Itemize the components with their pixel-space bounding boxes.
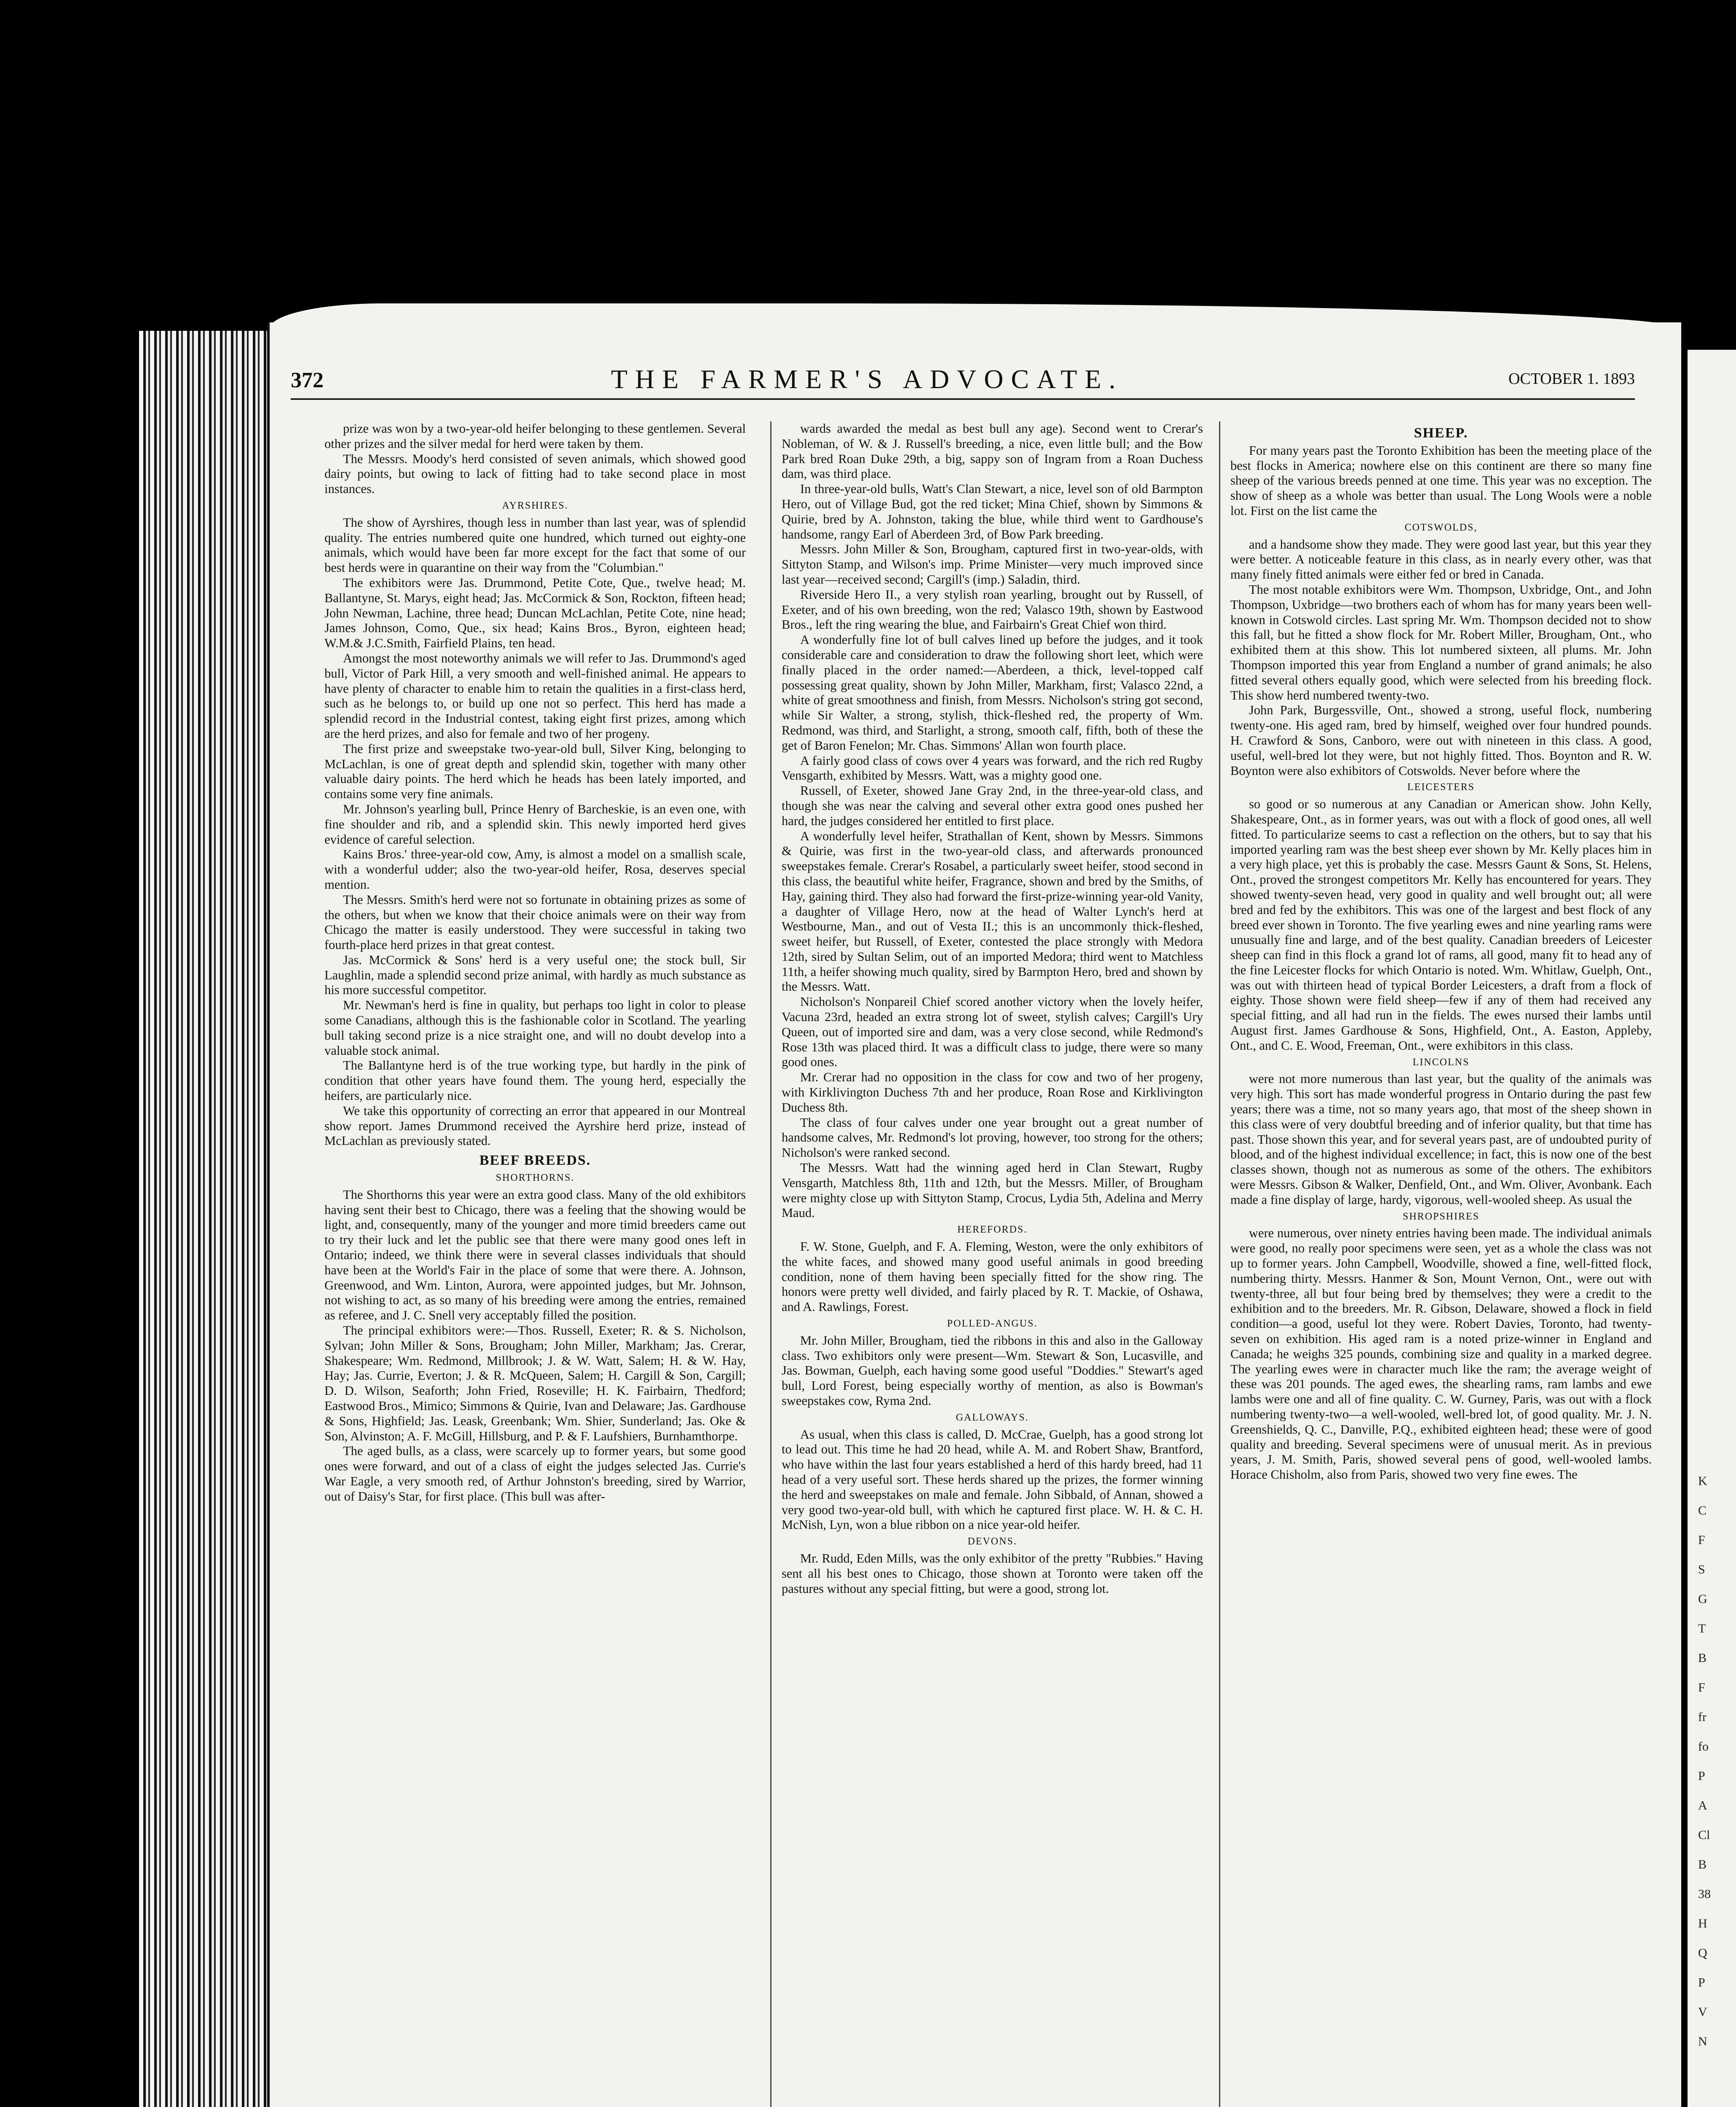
- fragment-letter: G: [1698, 1592, 1707, 1606]
- column-3: [1230, 421, 1652, 2107]
- header-rule: [291, 398, 1635, 400]
- section-heading: LEICESTERS: [1407, 782, 1475, 793]
- section-heading: AYRSHIRES.: [502, 500, 568, 511]
- book-page-edges: [139, 331, 278, 2107]
- section-heading: BEEF BREEDS.: [479, 1153, 591, 1169]
- paragraph: A wonderfully fine lot of bull calves lined up before the judges, and it took considerable care and consideration to draw the following short leet, which were finally placed in the order named:—Aberdeen, a thick, level-topped calf possessing great quality, shown by John Miller, Markham, first; Valasco 22nd, a white of great smoothness and finish, from Messrs. Nicholson's string got second, while Sir Walter, a strong, stylish, thick-fleshed red, the property of Wm. Redmond, was third, and Starlight, a strong, smooth calf, fifth, both of these the get of Baron Fenelon; Mr. Chas. Simmons' Allan won fourth place.: [782, 633, 1203, 753]
- fragment-letter: C: [1698, 1504, 1707, 1517]
- masthead: THE FARMER'S ADVOCATE.: [611, 364, 1123, 394]
- paragraph: Russell, of Exeter, showed Jane Gray 2nd, in the three-year-old class, and though she was near the calving and several other extra good ones pushed her hard, the judges considered her entitled to first place.: [782, 783, 1203, 828]
- fragment-letter: fr: [1698, 1710, 1707, 1724]
- paragraph: Jas. McCormick & Sons' herd is a very useful one; the stock bull, Sir Laughlin, made a splendid second prize animal, with hardly as much substance as his more successful competitor.: [324, 952, 746, 997]
- paragraph: The Messrs. Smith's herd were not so fortunate in obtaining prizes as some of the others, but when we know that their choice animals were on their way from Chicago the matter is easily understood. They were successful in taking two fourth-place herd prizes in that great contest.: [324, 892, 746, 952]
- paragraph: For many years past the Toronto Exhibition has been the meeting place of the best flocks in America; nowhere else on this continent are there so many fine sheep of the various breeds penned at one time. This year was no exception. The show of sheep as a whole was better than usual. The Long Wools were a noble lot. First on the list came the: [1230, 443, 1652, 518]
- fragment-letter: Cl: [1698, 1828, 1710, 1842]
- paragraph: The Messrs. Moody's herd consisted of seven animals, which showed good dairy points, but owing to lack of fitting had to take second place in most instances.: [324, 451, 746, 496]
- issue-date: OCTOBER 1. 1893: [1508, 370, 1635, 388]
- paragraph: A fairly good class of cows over 4 years was forward, and the rich red Rugby Vensgarth, exhibited by Messrs. Watt, was a mighty good one.: [782, 753, 1203, 783]
- section-heading: COTSWOLDS,: [1404, 522, 1478, 533]
- paragraph: were numerous, over ninety entries having been made. The individual animals were good, no really poor specimens were seen, yet as a whole the class was not up to former years. John Campbell, Woodville, showed a fine, well-fitted flock, numbering thirty. Messrs. Hanmer & Son, Mount Vernon, Ont., were out with twenty-three, all but four being bred by themselves; they were a credit to the exhibition and to the breeders. Mr. R. Gibson, Delaware, showed a flock in field condition—a good, useful lot they were. Robert Davies, Toronto, had twenty-seven on exhibition. His aged ram is a noted prize-winner in England and Canada; he weighs 325 pounds, combining size and quality in a marked degree. The yearling ewes were in character much like the ram; the average weight of these was 201 pounds. The aged ewes, the shearling rams, ram lambs and ewe lambs were one and all of fine quality. C. W. Gurney, Paris, was out with a flock numbering twenty-two—a well-wooled, well-bred lot, of good quality. Mr. J. N. Greenshields, Q. C., Danville, P.Q., exhibited eighteen head; these were of good quality and breeding. Several specimens were of unusual merit. As in previous years, J. M. Smith, Paris, showed several pens of good, well-wooled lambs. Horace Chisholm, also from Paris, showed two very fine ewes. The: [1230, 1226, 1652, 1482]
- section-heading: POLLED-ANGUS.: [947, 1318, 1038, 1330]
- section-heading: SHEEP.: [1414, 425, 1468, 441]
- column-2: [782, 421, 1203, 2107]
- fragment-letter: T: [1698, 1622, 1706, 1635]
- paragraph: We take this opportunity of correcting an error that appeared in our Montreal show report. James Drummond received the Ayrshire herd prize, instead of McLachlan as previously stated.: [324, 1103, 746, 1148]
- paragraph: The principal exhibitors were:—Thos. Russell, Exeter; R. & S. Nicholson, Sylvan; John Miller & Sons, Brougham; John Miller, Markham; Jas. Crerar, Shakespeare; Wm. Redmond, Millbrook; J. & W. Watt, Salem; H. & W. Hay, Hay; Jas. Currie, Everton; J. & R. McQueen, Salem; H. Cargill & Son, Cargill; D. D. Wilson, Seaforth; John Fried, Roseville; H. K. Fairbairn, Thedford; Eastwood Bros., Mimico; Simmons & Quirie, Ivan and Delaware; Jas. Gardhouse & Sons, Highfield; Jas. Leask, Greenbank; Wm. Shier, Sunderland; Jas. Oke & Son, Alvinston; A. F. McGill, Hillsburg, and P. & F. Laufshiers, Burnhamthorpe.: [324, 1323, 746, 1443]
- paragraph: As usual, when this class is called, D. McCrae, Guelph, has a good strong lot to lead out. This time he had 20 head, while A. M. and Robert Shaw, Brantford, who have within the last four years established a herd of this hardy breed, had 11 head of a very useful sort. These herds shared up the prizes, the former winning the herd and sweepstakes on male and female. John Sibbald, of Annan, showed a very good two-year-old bull, with which he captured first place. W. H. & C. H. McNish, Lyn, won a blue ribbon on a nice year-old heifer.: [782, 1427, 1203, 1532]
- paragraph: wards awarded the medal as best bull any age). Second went to Crerar's Nobleman, of W. & J. Russell's breeding, a nice, even little bull; and the Bow Park bred Roan Duke 29th, a big, sappy son of Ingram from a Roan Duchess dam, was third place.: [782, 421, 1203, 481]
- paragraph: Messrs. John Miller & Son, Brougham, captured first in two-year-olds, with Sittyton Stamp, and Wilson's imp. Prime Minister—very much improved since last year—received second; Cargill's (imp.) Saladin, third.: [782, 542, 1203, 587]
- paragraph: F. W. Stone, Guelph, and F. A. Fleming, Weston, were the only exhibitors of the white faces, and showed many good useful animals in good breeding condition, none of them having been specially fitted for the show ring. The honors were pretty well divided, and fairly placed by R. T. Mackie, of Oshawa, and A. Rawlings, Forest.: [782, 1239, 1203, 1314]
- paragraph: A wonderfully level heifer, Strathallan of Kent, shown by Messrs. Simmons & Quirie, was first in the two-year-old class, and afterwards pronounced sweepstakes female. Crerar's Rosabel, a particularly sweet heifer, stood second in this class, the beautiful white heifer, Fragrance, shown and bred by the Smiths, of Hay, gaining third. They also had forward the first-prize-winning year-old Vanity, a daughter of Village Hero, now at the head of Walter Lynch's herd at Westbourne, Man., and out of Vesta II.; this is an uncommonly thick-fleshed, sweet heifer, but Russell, of Exeter, contested the place strongly with Medora 12th, sired by Sultan Selim, out of an imported Medora; third went to Matchless 11th, a heifer showing much quality, sired by Barmpton Hero, bred and shown by the Messrs. Watt.: [782, 828, 1203, 994]
- section-heading: GALLOWAYS.: [956, 1412, 1029, 1423]
- fragment-letter: N: [1698, 2035, 1707, 2048]
- paragraph: were not more numerous than last year, but the quality of the animals was very high. This sort has made wonderful progress in Ontario during the past few years; there was a time, not so many years ago, that most of the sheep shown in this class were of very doubtful breeding and of inferior quality, but that time has past. Those shown this year, and for several years past, are of undoubted purity of blood, and of the highest individual excellence; in fact, this is now one of the best classes shown, though not as numerous as some of the others. The exhibitors were Messrs. Gibson & Walker, Denfield, Ont., and Wm. Oliver, Avonbank. Each made a fine display of large, hardy, vigorous, well-wooled sheep. As usual the: [1230, 1072, 1652, 1207]
- paragraph: Kains Bros.' three-year-old cow, Amy, is almost a model on a smallish scale, with a wonderful udder; also the two-year-old heifer, Rosa, deserves special mention.: [324, 847, 746, 892]
- paragraph: Riverside Hero II., a very stylish roan yearling, brought out by Russell, of Exeter, and of his own breeding, won the red; Valasco 19th, shown by Eastwood Bros., left the ring wearing the blue, and Fairbairn's Great Chief won third.: [782, 587, 1203, 632]
- paragraph: The most notable exhibitors were Wm. Thompson, Uxbridge, Ont., and John Thompson, Uxbridge—two brothers each of whom has for many years been well-known in Cotswold circles. Last spring Mr. Wm. Thompson decided not to show this fall, but he fitted a show flock for Mr. Robert Miller, Brougham, Ont., who exhibited them at this show. This lot numbered sixteen, all plums. Mr. John Thompson imported this year from England a number of grand animals; he also fitted several others equally good, which were selected from his breeding flock. This show herd numbered twenty-two.: [1230, 582, 1652, 702]
- paragraph: The Ballantyne herd is of the true working type, but hardly in the pink of condition that other years have found them. The young herd, especially the heifers, are particularly nice.: [324, 1058, 746, 1103]
- fragment-letter: B: [1698, 1651, 1707, 1665]
- section-heading: SHORTHORNS.: [496, 1172, 575, 1184]
- paragraph: The Shorthorns this year were an extra good class. Many of the old exhibitors having sent their best to Chicago, there was a feeling that the showing would be light, and, consequently, many of the younger and more timid breeders came out to try their luck and let the public see that there were many good ones left in Ontario; indeed, we think there were in several classes individuals that should have been at the World's Fair in the place of some that were there. A. Johnson, Greenwood, and Wm. Linton, Aurora, were appointed judges, but Mr. Johnson, not wishing to act, as so many of his breeding were among the entries, remained as referee, and J. C. Snell very acceptably filled the position.: [324, 1187, 746, 1323]
- fragment-letter: Q: [1698, 1946, 1707, 1960]
- paragraph: John Park, Burgessville, Ont., showed a strong, useful flock, numbering twenty-one. His aged ram, bred by himself, weighed over four hundred pounds. H. Crawford & Sons, Canboro, were out with nineteen in this class. A good, useful, well-bred lot they were, but not highly fitted. Thos. Boynton and R. W. Boynton were also exhibitors of Cotswolds. Never before where the: [1230, 703, 1652, 778]
- paragraph: Mr. Crerar had no opposition in the class for cow and two of her progeny, with Kirklivington Duchess 7th and her produce, Roan Rose and Kirklivington Duchess 8th.: [782, 1070, 1203, 1115]
- paragraph: Mr. Johnson's yearling bull, Prince Henry of Barcheskie, is an even one, with fine shoulder and rib, and a splendid skin. This newly imported herd gives evidence of careful selection.: [324, 802, 746, 847]
- fragment-letter: fo: [1698, 1740, 1709, 1753]
- paragraph: and a handsome show they made. They were good last year, but this year they were better. A noticeable feature in this class, as in nearly every other, was that many finely fitted animals were either fed or bred in Canada.: [1230, 537, 1652, 582]
- paragraph: Mr. John Miller, Brougham, tied the ribbons in this and also in the Galloway class. Two exhibitors only were present—Wm. Stewart & Son, Lucasville, and Jas. Bowman, Guelph, each having some good useful "Doddies." Stewart's aged bull, Lord Forest, being especially worthy of mention, as also is Bowman's sweepstakes cow, Ryma 2nd.: [782, 1333, 1203, 1408]
- fragment-letter: B: [1698, 1858, 1707, 1871]
- paragraph: The exhibitors were Jas. Drummond, Petite Cote, Que., twelve head; M. Ballantyne, St. Marys, eight head; Jas. McCormick & Son, Rockton, fifteen head; John Newman, Lachine, three head; Duncan McLachlan, Petite Cote, nine head; James Johnson, Como, Que., six head; Kains Bros., Byron, eighteen head; W.M.& J.C.Smith, Fairfield Plains, ten head.: [324, 575, 746, 651]
- page-number: 372: [291, 368, 324, 392]
- fragment-letter: P: [1698, 1769, 1705, 1783]
- section-heading: SHROPSHIRES: [1402, 1211, 1480, 1222]
- fragment-letter: 38: [1698, 1887, 1711, 1901]
- fragment-letter: P: [1698, 1976, 1705, 1989]
- paragraph: The first prize and sweepstake two-year-old bull, Silver King, belonging to McLachlan, is one of great depth and splendid skin, together with many other valuable dairy points. The herd which he heads has been lately imported, and contains some very fine animals.: [324, 741, 746, 802]
- paragraph: The aged bulls, as a class, were scarcely up to former years, but some good ones were forward, and out of a class of eight the judges selected Jas. Currie's War Eagle, a very smooth red, of Arthur Johnston's breeding, sired by Warrior, out of Daisy's Star, for first place. (This bull was after-: [324, 1444, 746, 1504]
- paragraph: Mr. Rudd, Eden Mills, was the only exhibitor of the pretty "Rubbies." Having sent all his best ones to Chicago, those shown at Toronto were taken off the pastures without any special fitting, but were a good, strong lot.: [782, 1551, 1203, 1596]
- fragment-letter: V: [1698, 2005, 1707, 2019]
- paragraph: The show of Ayrshires, though less in number than last year, was of splendid quality. The entries numbered quite one hundred, which turned out eighty-one animals, which would have been far more except for the fact that some of our best herds were in quarantine on their way from the "Columbian.": [324, 515, 746, 575]
- fragment-letter: H: [1698, 1917, 1707, 1930]
- paragraph: so good or so numerous at any Canadian or American show. John Kelly, Shakespeare, Ont., as in former years, was out with a flock of good ones, all well fitted. To particularize seems to cast a reflection on the others, but to say that his imported yearling ram was the best sheep ever shown by Mr. Kelly places him in a very high place, yet this is probably the case. Messrs Gaunt & Sons, St. Helens, Ont., proved the strongest competitors Mr. Kelly has encountered for years. They showed twenty-seven head, very good in quality and well brought out; all were bred and fed by the exhibitors. This was one of the largest and best flock of any breed ever shown in Toronto. The five yearling ewes and nine yearling rams were unusually fine and large, and of the best quality. Canadian breeders of Leicester sheep can find in this flock a grand lot of rams, all good, many fit to head any of the fine Leicester flocks for which Ontario is noted. Wm. Whitlaw, Guelph, Ont., was out with thirteen head of typical Border Leicesters, a draft from a flock of eighty. Those shown were field sheep—few if any of them had received any special fitting, and all had run in the fields. The ewes nursed their lambs until August first. James Gardhouse & Sons, Highfield, Ont., A. Easton, Appleby, Ont., and C. E. Wood, Freeman, Ont., were exhibitors in this class.: [1230, 797, 1652, 1053]
- column-1: [324, 421, 746, 2107]
- paragraph: The Messrs. Watt had the winning aged herd in Clan Stewart, Rugby Vensgarth, Matchless 8th, 11th and 12th, but the Messrs. Miller, of Brougham were mighty close up with Sittyton Stamp, Crocus, Lydia 5th, Adelina and Merry Maud.: [782, 1161, 1203, 1220]
- section-heading: HEREFORDS.: [957, 1224, 1028, 1236]
- facing-page-fragments: [1698, 1466, 1732, 2107]
- paragraph: The class of four calves under one year brought out a great number of handsome calves, Mr. Redmond's lot proving, however, too strong for the others; Nicholson's were ranked second.: [782, 1115, 1203, 1160]
- page-header: [291, 360, 1635, 394]
- paragraph: prize was won by a two-year-old heifer belonging to these gentlemen. Several other prizes and the silver medal for herd were taken by them.: [324, 421, 746, 451]
- fragment-letter: F: [1698, 1681, 1705, 1694]
- paragraph: In three-year-old bulls, Watt's Clan Stewart, a nice, level son of old Barmpton Hero, out of Village Bud, got the red ticket; Mina Chief, shown by Simmons & Quirie, bred by A. Johnston, taking the blue, while third went to Gardhouse's handsome, rangy Earl of Aberdeen 3rd, of Bow Park breeding.: [782, 482, 1203, 541]
- fragment-letter: F: [1698, 1533, 1705, 1547]
- paragraph: Amongst the most noteworthy animals we will refer to Jas. Drummond's aged bull, Victor of Park Hill, a very smooth and well-finished animal. He appears to have plenty of character to enable him to retain the qualities in a first-class herd, such as he belongs to, or build up one not so perfect. This herd has made a splendid record in the Industrial contest, taking eight first prizes, among which are the herd prizes, and also for female and two of her progeny.: [324, 651, 746, 741]
- fragment-letter: K: [1698, 1474, 1707, 1488]
- section-heading: LINCOLNS: [1412, 1056, 1470, 1068]
- fragment-letter: S: [1698, 1563, 1705, 1576]
- column-separator: [770, 421, 772, 2107]
- paragraph: Nicholson's Nonpareil Chief scored another victory when the lovely heifer, Vacuna 23rd, headed an extra strong lot of sweet, stylish calves; Cargill's Ury Queen, out of imported sire and dam, was a very close second, while Redmond's Rose 13th was placed third. It was a difficult class to judge, there were so many good ones.: [782, 995, 1203, 1070]
- paragraph: Mr. Newman's herd is fine in quality, but perhaps too light in color to please some Canadians, although this is the fashionable color in Scotland. The yearling bull taking second prize is a nice straight one, and will no doubt develop into a valuable stock animal.: [324, 998, 746, 1058]
- section-heading: DEVONS.: [967, 1536, 1017, 1547]
- column-separator: [1219, 421, 1220, 2107]
- fragment-letter: A: [1698, 1799, 1707, 1812]
